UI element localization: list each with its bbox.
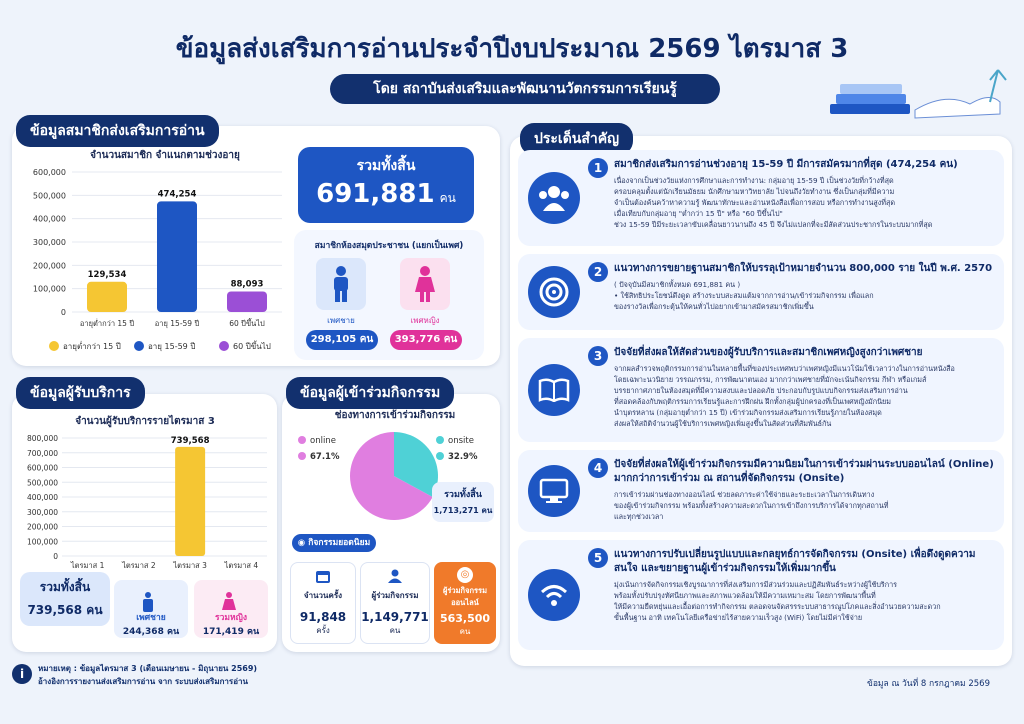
library-title: สมาชิกห้องสมุดประชาชน (แยกเป็นเพศ) bbox=[314, 241, 464, 251]
key-point-body-line: ขั้นพื้นฐาน อาทิ เทคโนโลยีเครือข่ายไร้สายความเร็วสูง (WiFi) โดยไม่มีค่าใช้จ่าย bbox=[614, 613, 863, 622]
y-tick-label: 400,000 bbox=[32, 214, 66, 224]
y-tick-label: 700,000 bbox=[26, 448, 58, 458]
male-label: เพศชาย bbox=[327, 316, 355, 325]
female-icon bbox=[222, 592, 236, 612]
key-point-body-line: • ใช้สิทธิประโยชน์ดึงดูด สร้างระบบสะสมแต้มจากการอ่าน/เข้าร่วมกิจกรรม เพื่อแลก bbox=[614, 291, 874, 300]
stat2-label: ผู้ร่วมกิจกรรม bbox=[371, 591, 419, 600]
key-point-body bbox=[588, 175, 994, 230]
popular-activities-label bbox=[292, 534, 376, 552]
x-tick-label: อายุ 15-59 ปี bbox=[154, 319, 200, 328]
y-tick-label: 200,000 bbox=[32, 261, 66, 271]
services-male-value: 244,368 คน bbox=[122, 627, 180, 637]
monitor-icon bbox=[528, 465, 580, 517]
services-female-box bbox=[194, 580, 268, 638]
key-point-card bbox=[518, 254, 1004, 330]
key-point-body-line: นำบุตรหลาน (กลุ่มอายุต่ำกว่า 15 ปี) เข้าร่วมกิจกรรมส่งเสริมการเรียนรู้ภายในห้องสมุด bbox=[614, 408, 882, 417]
key-point-body-line: พร้อมทั้งปรับปรุงทัศนียภาพและสภาพแวดล้อมให้มีความเหมาะสม โดยการพัฒนาพื้นที่ bbox=[614, 591, 876, 600]
activities-section-title: ข้อมูลผู้เข้าร่วมกิจกรรม bbox=[286, 377, 454, 409]
services-female-label: รวมหญิง bbox=[215, 613, 247, 623]
key-point-body bbox=[588, 279, 994, 312]
female-value: 393,776 คน bbox=[390, 330, 462, 350]
page-subtitle: โดย สถาบันส่งเสริมและพัฒนานวัตกรรมการเรียนรู้ bbox=[330, 74, 720, 104]
members-total-value: 691,881 bbox=[316, 179, 435, 209]
slice-value-label: 67.1% bbox=[310, 452, 340, 462]
legend-label: online bbox=[310, 436, 336, 446]
x-tick-label: ไตรมาส 4 bbox=[224, 561, 259, 570]
legend-swatch bbox=[219, 341, 229, 351]
key-point-body-line: จำเป็นต้องค้นคว้าหาความรู้ พัฒนาทักษะและอ่านหนังสือเพื่อการสอบ หรือการทำงานสูงที่สุด bbox=[614, 198, 896, 207]
key-point-title: สมาชิกส่งเสริมการอ่านช่วงอายุ 15-59 ปี มีการสมัครมากที่สุด (474,254 คน) bbox=[614, 159, 958, 170]
stat1-value: 91,848 bbox=[299, 610, 347, 624]
key-point-body-line: และทุกช่วงเวลา bbox=[614, 512, 664, 521]
bar-value-label: 739,568 bbox=[170, 435, 210, 446]
key-point-number: 4 bbox=[588, 458, 608, 478]
bar-value-label: 129,534 bbox=[87, 269, 127, 280]
books-illustration-icon bbox=[830, 62, 1010, 122]
stat-count-card bbox=[290, 562, 356, 644]
members-bar-chart bbox=[12, 160, 292, 360]
x-tick-label: ไตรมาส 1 bbox=[70, 561, 105, 570]
bar bbox=[87, 282, 127, 312]
y-tick-label: 600,000 bbox=[26, 463, 58, 473]
x-tick-label: 60 ปีขึ้นไป bbox=[229, 319, 265, 328]
male-icon bbox=[316, 258, 366, 310]
y-tick-label: 200,000 bbox=[26, 522, 58, 532]
services-bar-chart bbox=[12, 428, 277, 576]
services-female-value: 171,419 คน bbox=[202, 627, 260, 637]
y-tick-label: 0 bbox=[53, 552, 58, 561]
activities-chart-title: ช่องทางการเข้าร่วมกิจกรรม bbox=[334, 410, 456, 421]
key-point-card bbox=[518, 150, 1004, 246]
online-icon: ◎ bbox=[457, 567, 473, 583]
footer-date: ข้อมูล ณ วันที่ 8 กรกฎาคม 2569 bbox=[867, 679, 990, 689]
services-male-label: เพศชาย bbox=[136, 613, 166, 623]
bar bbox=[227, 291, 267, 312]
key-point-card bbox=[518, 540, 1004, 650]
members-chart-title: จำนวนสมาชิก จำแนกตามช่วงอายุ bbox=[90, 150, 240, 161]
legend-swatch bbox=[134, 341, 144, 351]
key-point-body-line: ครอบคลุมตั้งแต่นักเรียนมัธยม นักศึกษามหาวิทยาลัย ไปจนถึงวัยทำงาน ซึ่งเป็นกลุ่มที่มีความ bbox=[614, 187, 895, 196]
wifi-icon bbox=[528, 569, 580, 621]
key-point-body-line: เนื่องจากเป็นช่วงวัยแห่งการศึกษาและการทำงาน: กลุ่มอายุ 15-59 ปี เป็นช่วงวัยที่กว้างที่สุด bbox=[614, 176, 894, 185]
stat-online-card bbox=[434, 562, 496, 644]
services-chart-title: จำนวนผู้รับบริการรายไตรมาส 3 bbox=[75, 416, 215, 427]
y-tick-label: 500,000 bbox=[32, 191, 66, 201]
y-tick-label: 300,000 bbox=[26, 507, 58, 517]
key-point-card bbox=[518, 450, 1004, 532]
activities-total-label: รวมทั้งสิ้น bbox=[444, 490, 482, 500]
activities-total-box bbox=[432, 482, 494, 522]
key-point-body-line: ช่วง 15-59 ปีมีระยะเวลาขับเคลื่อนยาวนานถึง 45 ปี จึงไม่แปลกที่จะมีสัดส่วนประชากรในระบบมากที่สุด bbox=[614, 220, 933, 229]
wifi-icon: ◉ bbox=[297, 538, 309, 548]
y-tick-label: 100,000 bbox=[32, 284, 66, 294]
footer-note-2: อ้างอิงการรายงานส่งเสริมการอ่าน จาก ระบบส่งเสริมการอ่าน bbox=[38, 677, 248, 686]
key-point-title: ปัจจัยที่ส่งผลให้ผู้เข้าร่วมกิจกรรมมีความนิยมในการเข้าร่วมผ่านระบบออนไลน์ (Online) มากกว่าการเข้าร่วม ณ สถานที่จัดกิจกรรม (Onsite) bbox=[614, 459, 994, 484]
key-point-card bbox=[518, 338, 1004, 442]
key-point-title: แนวทางการปรับเปลี่ยนรูปแบบและกลยุทธ์การจัดกิจกรรม (Onsite) เพื่อดึงดูดความสนใจ และขยายฐานผู้เข้าร่วมกิจกรรมให้เพิ่มมากขึ้น bbox=[614, 549, 976, 574]
y-tick-label: 400,000 bbox=[26, 493, 58, 502]
y-tick-label: 100,000 bbox=[26, 537, 58, 547]
stat1-unit: ครั้ง bbox=[316, 626, 330, 635]
members-section-title: ข้อมูลสมาชิกส่งเสริมการอ่าน bbox=[16, 115, 219, 147]
services-male-box bbox=[114, 580, 188, 638]
legend-label: อายุ 15-59 ปี bbox=[148, 342, 196, 351]
bar-value-label: 474,254 bbox=[157, 189, 197, 200]
key-point-body-line: จากผลสำรวจพฤติกรรมการอ่านในหลายพื้นที่ของประเทศพบว่าเพศหญิงมีแนวโน้มใช้เวลาว่างในการอ่านหนังสือ bbox=[614, 364, 955, 373]
members-total-unit: คน bbox=[439, 191, 456, 205]
services-section-title: ข้อมูลผู้รับบริการ bbox=[16, 377, 145, 409]
key-point-body-line: บรรยากาศภายในห้องสมุดที่มีความสงบและปลอดภัย ประกอบกับรูปแบบกิจกรรมส่งเสริมการอ่าน bbox=[614, 386, 908, 395]
legend-swatch bbox=[436, 452, 444, 460]
key-point-body bbox=[588, 489, 994, 522]
male-icon bbox=[141, 592, 155, 612]
key-point-number: 1 bbox=[588, 158, 608, 178]
legend-swatch bbox=[298, 436, 306, 444]
x-tick-label: ไตรมาส 2 bbox=[122, 561, 156, 570]
female-icon bbox=[400, 258, 450, 310]
stat1-label: จำนวนครั้ง bbox=[303, 591, 343, 600]
stat-participants-card bbox=[360, 562, 430, 644]
services-total-box bbox=[20, 572, 110, 626]
bar bbox=[157, 201, 197, 312]
key-point-body-line: เมื่อเทียบกับกลุ่มอายุ "ต่ำกว่า 15 ปี" หรือ "60 ปีขึ้นไป" bbox=[614, 209, 783, 218]
key-point-body-line: ( ปัจจุบันมีสมาชิกทั้งหมด 691,881 คน ) bbox=[614, 280, 741, 289]
stat2-unit: คน bbox=[389, 626, 401, 635]
y-tick-label: 0 bbox=[60, 308, 66, 317]
key-point-title: ปัจจัยที่ส่งผลให้สัดส่วนของผู้รับบริการและสมาชิกเพศหญิงสูงกว่าเพศชาย bbox=[614, 347, 923, 358]
stat3-label: ผู้ร่วมกิจกรรม ออนไลน์ bbox=[442, 586, 488, 607]
legend-label: 60 ปีขึ้นไป bbox=[233, 342, 271, 351]
legend-swatch bbox=[49, 341, 59, 351]
popular-label-text: กิจกรรมยอดนิยม bbox=[308, 538, 371, 548]
key-point-number: 2 bbox=[588, 262, 608, 282]
female-label: เพศหญิง bbox=[410, 316, 440, 325]
stat3-unit: คน bbox=[459, 627, 471, 636]
bar-value-label: 88,093 bbox=[230, 279, 264, 290]
key-point-body-line: โดยเฉพาะนวนิยาย วรรณกรรม, การพัฒนาตนเอง มากกว่าเพศชายที่มักจะเน้นกิจกรรม กีฬา หรือเกมส์ bbox=[614, 375, 927, 384]
person-icon bbox=[387, 569, 403, 583]
y-tick-label: 500,000 bbox=[26, 478, 58, 488]
legend-swatch bbox=[436, 436, 444, 444]
key-point-body-line: มุ่งเน้นการจัดกิจกรรมเชิงบูรณาการที่ส่งเสริมการมีส่วนร่วมและปฏิสัมพันธ์ระหว่างผู้ใช้บริการ bbox=[614, 580, 898, 589]
key-point-body-line: การเข้าร่วมผ่านช่องทางออนไลน์ ช่วยลดภาระค่าใช้จ่ายและระยะเวลาในการเดินทาง bbox=[614, 490, 875, 499]
footer-note-1: หมายเหตุ : ข้อมูลไตรมาส 3 (เดือนเมษายน - มิถุนายน 2569) bbox=[38, 664, 258, 673]
legend-swatch bbox=[298, 452, 306, 460]
activities-total-value: 1,713,271 คน bbox=[433, 506, 493, 515]
y-tick-label: 800,000 bbox=[26, 434, 58, 443]
key-point-number: 3 bbox=[588, 346, 608, 366]
stat3-value: 563,500 bbox=[439, 612, 491, 625]
key-point-title: แนวทางการขยายฐานสมาชิกให้บรรลุเป้าหมายจำนวน 800,000 ราย ในปี พ.ศ. 2570 bbox=[614, 263, 993, 274]
info-icon: i bbox=[12, 664, 32, 684]
members-total-label: รวมทั้งสิ้น bbox=[356, 158, 416, 174]
x-tick-label: ไตรมาส 3 bbox=[173, 561, 207, 570]
legend-label: onsite bbox=[448, 436, 474, 446]
y-tick-label: 600,000 bbox=[32, 168, 66, 177]
key-point-body-line: ส่งผลให้สถิติจำนวนผู้ใช้บริการเพศหญิงเพิ่มสูงขึ้นในสัดส่วนที่สัมพันธ์กัน bbox=[614, 419, 832, 428]
key-point-body-line: ของผู้เข้าร่วมกิจกรรม พร้อมทั้งสร้างความสะดวกในการเข้าถึงการบริการได้จากทุกสถานที่ bbox=[614, 501, 889, 510]
key-points-section-title: ประเด็นสำคัญ bbox=[520, 123, 633, 155]
page-title: ข้อมูลส่งเสริมการอ่านประจำปีงบประมาณ 2569 ไตรมาส 3 bbox=[175, 34, 849, 64]
key-point-body-line: ที่สอดคล้องกับพฤติกรรมการเรียนรู้และการฝึกฝน ฝึกทั้งกลุ่มผู้ปกครองที่เป็นเพศหญิงมักนิยม bbox=[614, 397, 891, 406]
services-total-label: รวมทั้งสิ้น bbox=[39, 580, 91, 594]
key-point-number: 5 bbox=[588, 548, 608, 568]
legend-label: อายุต่ำกว่า 15 ปี bbox=[63, 342, 121, 351]
services-total-value: 739,568 คน bbox=[27, 603, 103, 617]
calendar-icon bbox=[315, 569, 331, 583]
target-icon bbox=[528, 266, 580, 318]
y-tick-label: 300,000 bbox=[32, 238, 66, 247]
group-icon bbox=[528, 172, 580, 224]
slice-value-label: 32.9% bbox=[448, 452, 478, 462]
male-value: 298,105 คน bbox=[306, 330, 378, 350]
book-icon bbox=[528, 364, 580, 416]
key-point-body bbox=[588, 363, 994, 429]
members-total-box bbox=[298, 147, 474, 223]
x-tick-label: อายุต่ำกว่า 15 ปี bbox=[79, 319, 135, 328]
key-point-body-line: ให้มีความยืดหยุ่นและเอื้อต่อการทำกิจกรรม ตลอดจนจัดสรรระบบสาธารณูปโภคและสิ่งอำนวยความสะดวก bbox=[614, 602, 941, 611]
stat2-value: 1,149,771 bbox=[361, 610, 429, 624]
key-point-body bbox=[588, 579, 994, 623]
key-point-body-line: ของรางวัลเพื่อกระตุ้นให้คนทั่วไปอยากเข้ามาสมัครสมาชิกเพิ่มขึ้น bbox=[614, 302, 814, 311]
bar bbox=[175, 447, 205, 556]
